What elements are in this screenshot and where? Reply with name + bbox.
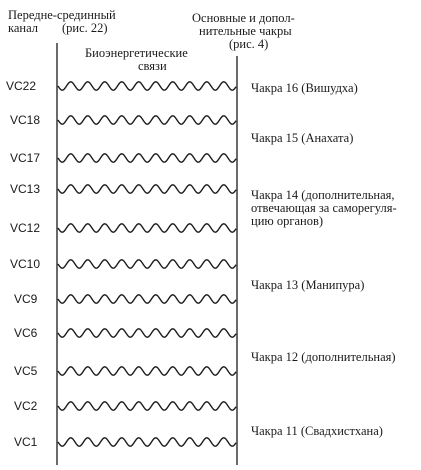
chakra-16-label: Чакра 16 (Вишудха) — [251, 81, 358, 95]
connection-wave-vc13 — [58, 185, 236, 193]
connection-wave-vc22 — [58, 82, 236, 90]
connection-wave-vc2 — [58, 402, 236, 410]
header-right-line-1: Основные и допол- — [192, 11, 295, 25]
chakra-12-label: Чакра 12 (дополнительная) — [251, 350, 396, 364]
point-label-vc17: VC17 — [10, 151, 41, 165]
chakra-labels — [251, 81, 397, 438]
header-left-line-3: (рис. 22) — [62, 21, 108, 35]
header-right-line-2: нительные чакры — [199, 24, 292, 38]
connection-wave-vc17 — [58, 154, 236, 162]
header-left-line-1: Передне-срединный — [8, 8, 116, 22]
header-center — [85, 46, 188, 73]
chakra-11-label: Чакра 11 (Свадхистхана) — [251, 424, 383, 438]
connection-wave-vc18 — [58, 116, 236, 124]
point-label-vc18: VC18 — [10, 113, 41, 127]
connection-wave-vc6 — [58, 329, 236, 337]
header-left — [8, 8, 116, 35]
point-label-vc22: VC22 — [6, 79, 37, 93]
header-right-line-3: (рис. 4) — [229, 37, 269, 51]
chakra-13-label: Чакра 13 (Манипура) — [251, 278, 365, 292]
bioenergetic-connection-waves — [58, 82, 236, 446]
point-label-vc12: VC12 — [10, 221, 41, 235]
point-label-vc6: VC6 — [14, 326, 38, 340]
header-center-line-1: Биоэнергетические — [85, 46, 188, 60]
header-center-line-2: связи — [138, 59, 167, 73]
chakra-14-label-line-2: отвечающая за саморегуля- — [251, 201, 397, 215]
header-left-line-2: канал — [8, 21, 39, 35]
header-right — [192, 11, 295, 51]
connection-wave-vc5 — [58, 367, 236, 375]
channel-points — [6, 79, 40, 449]
connection-wave-vc1 — [58, 438, 236, 446]
connection-wave-vc12 — [58, 224, 236, 232]
point-label-vc13: VC13 — [10, 182, 41, 196]
chakra-14-label-line-1: Чакра 14 (дополнительная, — [251, 188, 395, 202]
chakra-15-label: Чакра 15 (Анахата) — [251, 131, 354, 145]
point-label-vc9: VC9 — [14, 292, 38, 306]
connection-wave-vc9 — [58, 295, 236, 303]
point-label-vc10: VC10 — [10, 257, 41, 271]
connection-wave-vc10 — [58, 260, 236, 268]
chakra-14-label-line-3: цию органов) — [251, 214, 324, 228]
point-label-vc5: VC5 — [14, 364, 38, 378]
point-label-vc1: VC1 — [14, 435, 38, 449]
point-label-vc2: VC2 — [14, 399, 38, 413]
